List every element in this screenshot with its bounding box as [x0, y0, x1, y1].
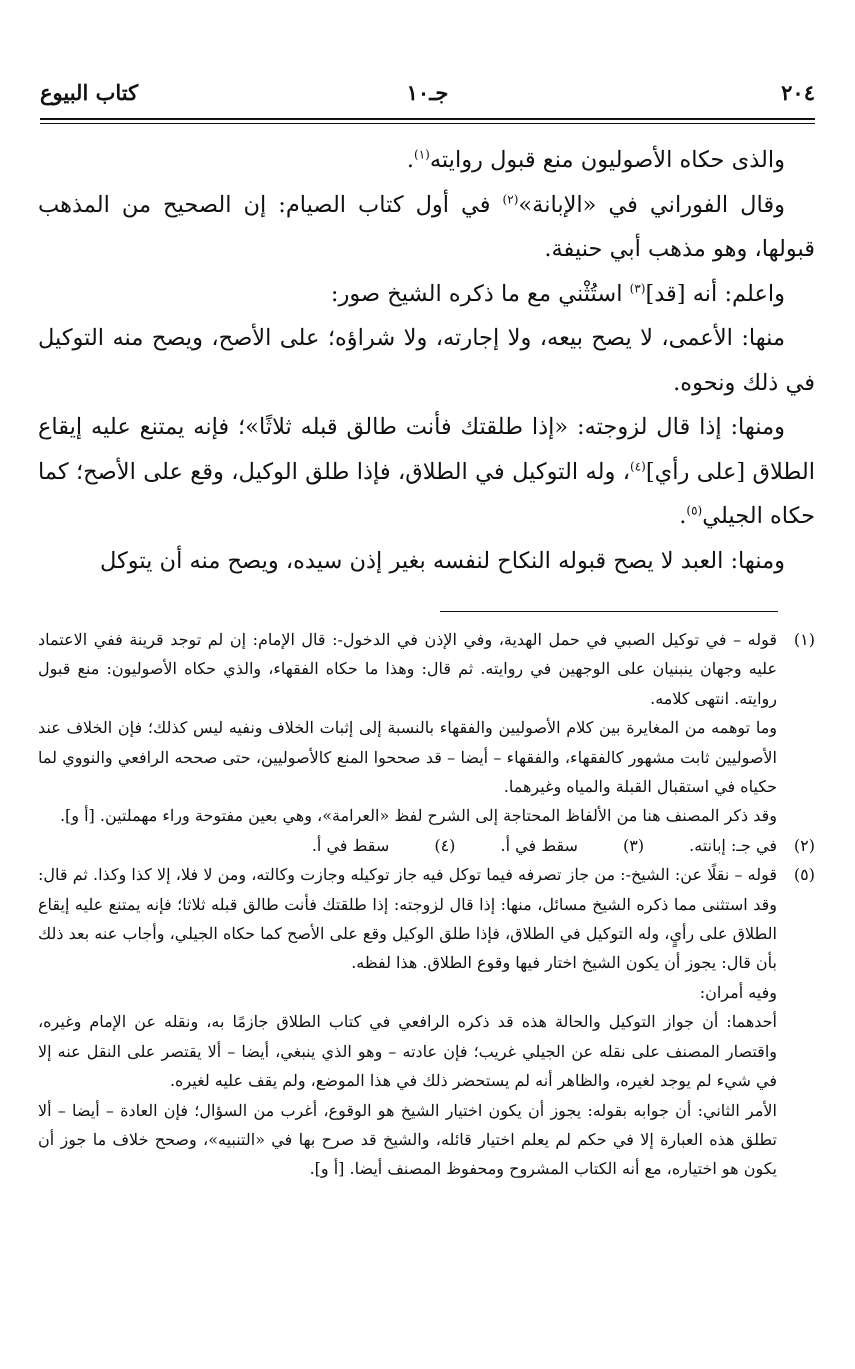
body-paragraph: ومنها: العبد لا يصح قبوله النكاح لنفسه بغير إذن سيده، ويصح منه أن يتوكل — [99, 547, 785, 574]
header-rule-thin — [40, 123, 815, 124]
footnote-paragraph: قوله – نقلًا عن: الشيخ-: من جاز تصرفه فيما توكل فيه جاز توكيله وجازت وكالته، ومن لا فلا، إلا كذا وكذا. ثم قال: وقد استثنى مما ذكره الشيخ مسائل، منها: إذا قال لزوجته: إذا طلقتك فأنت طالق قبله ثلاثا؛ فإنه يمتنع عليه إيقاع الطلاق على رأيٍ، وله التوكيل في الطلاق، فإذا طلق الوكيل وقع على الأصح كما حكاه الجيلي، وأجاب عنه بعد ذلك بأن قال: يجوز أن يكون الشيخ اختار فيها وقوع الطلاق. هذا لفظه. — [38, 865, 777, 973]
footnote-1 — [38, 625, 815, 831]
body-paragraph: والذى حكاه الأصوليون منع قبول روايته$^{(١)}$. — [406, 147, 785, 173]
footnote-2-text: في جـ: إبانته. — [689, 835, 777, 855]
volume-label: جـ١٠ — [406, 80, 449, 105]
footnote-paragraph: الأمر الثاني: أن جوابه بقوله: يجوز أن يكون اختيار الشيخ هو الوقوع، أغرب من السؤال؛ فإن العادة – أيضا – ألا تطلق هذه العبارة إلا في حكم لم يعلم اختيار قائله، والشيخ قد صرح بها في «التنبيه»، وصحح خلاف ما جوز أن يكون هو اختياره، مع أنه الكتاب المشروح ومحفوظ المصنف أيضا. [أ و]. — [38, 1100, 778, 1179]
body-paragraph: وقال الفوراني في «الإبانة»$^{(٢)}$ في أول كتاب الصيام: إن الصحيح من المذهب قبولها، وهو مذهب أبي حنيفة. — [38, 191, 815, 262]
footnote-ref[interactable]: (٣) — [629, 281, 646, 295]
footnote-number: (١) — [793, 630, 815, 649]
page-number: ٢٠٤ — [781, 80, 815, 105]
main-text — [38, 138, 815, 583]
footnotes-2-4 — [38, 831, 815, 860]
footnote-5 — [38, 860, 815, 1183]
footnote-paragraph: أحدهما: أن جواز التوكيل والحالة هذه قد ذكره الرافعي في كتاب الطلاق جازمًا به، ونقله عن الإمام وغيره، واقتصار المصنف على نقله عن الجيلي غريب؛ فإن عادته – وهو الذي ينبغي، أيضا – ألا يقتصر على النقل عنه إلا في شيء لم يوجد لغيره، والظاهر أنه لم يستحضر ذلك في هذا الموضع، ولم يقف عليه لغيره. — [38, 1012, 777, 1091]
footnote-number: (٥) — [793, 865, 815, 885]
book-title: كتاب البيوع — [40, 80, 139, 105]
header-rule-thick — [40, 118, 815, 120]
footnote-number: (٤) — [434, 835, 456, 855]
footnote-ref[interactable]: (٤) — [630, 459, 646, 473]
footnote-3-text: سقط في أ. — [500, 835, 578, 855]
body-paragraph: منها: الأعمى، لا يصح بيعه، ولا إجارته، ولا شراؤه؛ على الأصح، ويصح منه التوكيل في ذلك ونحوه. — [38, 325, 815, 396]
footnotes — [38, 625, 815, 1184]
footnote-number: (٣) — [622, 835, 645, 855]
running-header — [40, 80, 815, 116]
footnote-paragraph: وما توهمه من المغايرة بين كلام الأصوليين والفقهاء بالنسبة إلى إثبات الخلاف ونفيه ليس كذلك؛ فإن الخلاف عند الأصوليين ثابت مشهور كالفقهاء، والفقهاء – أيضا – قد صححوا المنع كالأصوليين، حتى صححه الرافعي والنووي لما حكياه في استقبال القبلة والمياه وغيرهما. — [38, 718, 777, 797]
footnote-4-text: سقط في أ. — [311, 835, 390, 855]
footnote-ref[interactable]: (٢) — [502, 192, 519, 206]
footnote-number: (٢) — [793, 835, 815, 855]
body-paragraph: ومنها: إذا قال لزوجته: «إذا طلقتك فأنت طالق قبله ثلاثًا»؛ فإنه يمتنع عليه إيقاع الطلاق [على رأي]$^{(٤)}$، وله التوكيل في الطلاق، فإذا طلق الوكيل، وقع على الأصح؛ كما حكاه الجيلي$^{(٥)}$. — [38, 414, 815, 529]
body-paragraph: واعلم: أنه [قد]$^{(٣)}$ استُثْني مع ما ذكره الشيخ صور: — [330, 280, 785, 307]
footnote-ref[interactable]: (٥) — [686, 503, 703, 518]
footnote-ref[interactable]: (١) — [414, 147, 430, 162]
footnote-paragraph: وفيه أمران: — [699, 982, 777, 1002]
footnote-paragraph: وقد ذكر المصنف هنا من الألفاظ المحتاجة إلى الشرح لفظ «العرامة»، وهي بعين مفتوحة وراء مهملتين. [أ و]. — [59, 806, 777, 826]
footnote-separator — [440, 611, 778, 612]
footnote-paragraph: قوله – في توكيل الصبي في حمل الهدية، وفي الإذن في الدخول-: قال الإمام: إن لم توجد قرينة ففي الاعتماد عليه وجهان ينبنيان على الوجهين في روايته. ثم قال: وهذا ما حكاه الفقهاء، والذي حكاه الأصوليون: منع قبول روايته. انتهى كلامه. — [38, 630, 777, 708]
